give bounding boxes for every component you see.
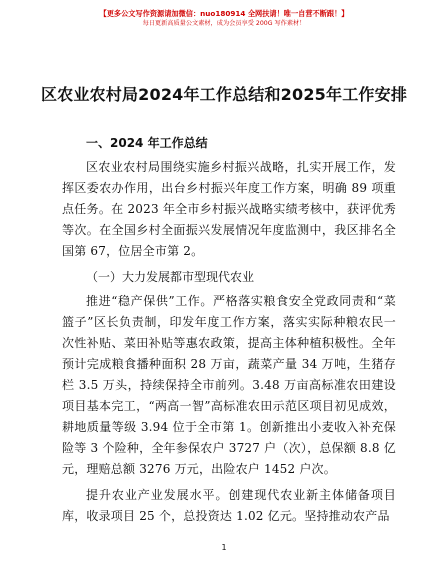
subsection-heading: （一）大力发展都市型现代农业 [86, 270, 255, 284]
page-number: 1 [221, 543, 227, 552]
paragraph: 提升农业产业发展水平。创建现代农业新主体储备项目库，收录项目 25 个，总投资达 1.02 亿元。坚持推动农产品 [62, 488, 396, 523]
document-content [62, 133, 396, 532]
paragraph: 区农业农村局围绕实施乡村振兴战略，扎实开展工作，发挥区委农办作用，出台乡村振兴年度工作方案，明确 89 项重点任务。在 2023 年全市乡村振兴战略实绩考核中，获评优秀等次。在全国乡村全面振兴发展情况年度监测中，我区排名全国第 67，位居全市第 2。 [62, 160, 396, 258]
top-banner [0, 10, 448, 27]
banner-line-1: 【更多公文写作资源请加微信：nuo180914 全网扶请！唯一自营不断跟！】 [99, 9, 349, 18]
banner-line-2: 每日更新高质量公文素材，成为会员享受 200G 写作素材！ [142, 19, 306, 27]
document-title: 区农业农村局2024年工作总结和2025年工作安排 [40, 85, 408, 104]
section-heading: 一、2024 年工作总结 [86, 136, 208, 150]
paragraph: 推进“稳产保供”工作。严格落实粮食安全党政同责和“菜篮子”区长负责制，印发年度工作方案，落实实际种粮农民一次性补贴、菜田补贴等惠农政策，提高主体种植积极性。全年预计完成粮食播种面积 28 万亩，蔬菜产量 34 万吨，生猪存栏 3.5 万头，持续保持全市前列。3.48 万亩高标准农田建设项目基本完工，“两高一智”高标准农田示范区项目初见成效，耕地质量等级 3.94 位于全市第 1。创新推出小麦收入补充保险等 3 个险种，全年参保农户 3727 户（次），总保额 8.8 亿元，理赔总额 3276 万元，出险农户 1452 户次。 [62, 294, 396, 476]
